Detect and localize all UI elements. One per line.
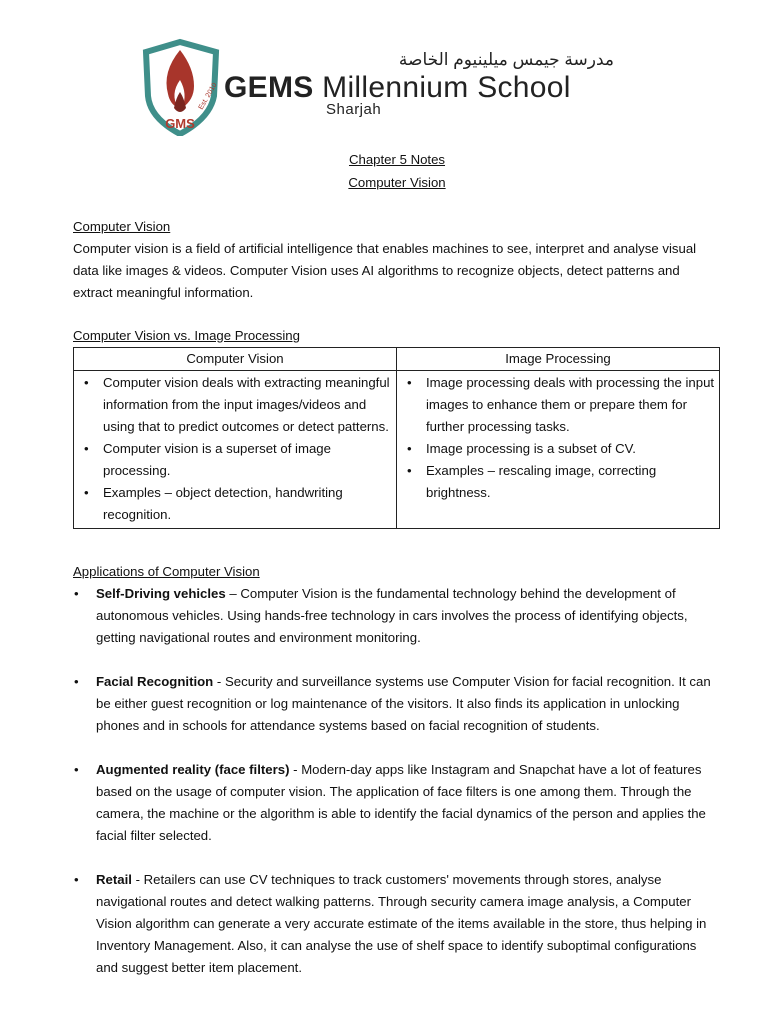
- subject-title: Computer Vision: [348, 175, 446, 190]
- intro-paragraph: Computer vision is a field of artificial intelligence that enables machines to see, interpret and analyse visual data like images & videos. Computer Vision uses AI algorithms to recognize objects, detect patterns and extract meaningful information.: [73, 241, 697, 300]
- logo-est-text: Est. 2010: [197, 81, 219, 111]
- list-item: • Computer vision deals with extracting meaningful information from the input images/videos and using that to predict outcomes or detect patterns.: [80, 372, 392, 438]
- list-item: • Examples – rescaling image, correcting brightness.: [403, 460, 715, 504]
- list-item: [73, 671, 721, 737]
- application-text: - Modern-day apps like Instagram and Snapchat have a lot of features based on the usage of computer vision. The application of face filters is one among them. Through the camera, the machine or the algorithm is able to identify the facial dynamics of the person and applies the facial filter selected.: [96, 762, 706, 843]
- school-header: [140, 38, 620, 138]
- applications-heading: Applications of Computer Vision: [73, 564, 260, 579]
- comparison-heading: Computer Vision vs. Image Processing: [73, 328, 300, 343]
- list-item: • Examples – object detection, handwriting recognition.: [80, 482, 392, 526]
- application-title: Self-Driving vehicles: [96, 586, 226, 601]
- school-name-rest: Millennium School: [313, 71, 571, 104]
- school-name-brand: GEMS: [224, 71, 314, 104]
- table-cell-ip: [397, 371, 720, 529]
- school-logo: [140, 38, 222, 136]
- list-item: [73, 869, 721, 979]
- application-title: Augmented reality (face filters): [96, 762, 290, 777]
- application-title: Facial Recognition: [96, 674, 214, 689]
- table-header-row: [74, 348, 720, 371]
- ip-points-list: [403, 372, 715, 504]
- list-item: [73, 583, 721, 649]
- comparison-table: [73, 347, 720, 529]
- list-item: • Computer vision is a superset of image processing.: [80, 438, 392, 482]
- logo-text: GMS: [165, 116, 195, 131]
- table-header-cell: Computer Vision: [74, 348, 397, 371]
- school-name-arabic: مدرسة جيمس ميلينيوم الخاصة: [398, 50, 614, 69]
- document-body: [73, 148, 721, 1001]
- applications-list: [73, 583, 721, 979]
- table-header-cell: Image Processing: [397, 348, 720, 371]
- application-title: Retail: [96, 872, 132, 887]
- list-item: • Image processing deals with processing the input images to enhance them or prepare them for further processing tasks.: [403, 372, 715, 438]
- application-text: – Computer Vision is the fundamental technology behind the development of autonomous vehicles. Using hands-free technology in cars involves the process of identifying objects, getting navigational routes and environment monitoring.: [96, 586, 688, 645]
- application-text: - Retailers can use CV techniques to track customers' movements through stores, analyse navigational routes and detect walking patterns. Through security camera image analysis, a Computer Vision algorithm can generate a very accurate estimate of the items available in the store, thus helping in Inventory Management. Also, it can analyse the use of shelf space to identify suboptimal configurations and suggest better item placement.: [96, 872, 707, 975]
- school-name: [224, 71, 571, 105]
- intro-heading: Computer Vision: [73, 219, 171, 234]
- list-item: [73, 759, 721, 847]
- application-text: - Security and surveillance systems use Computer Vision for facial recognition. It can be either guest recognition or log maintenance of the visitors. It also finds its application in unlocking phones and in schools for attendance systems based on facial recognition of students.: [96, 674, 711, 733]
- school-city: Sharjah: [326, 101, 382, 118]
- table-cell-cv: [74, 371, 397, 529]
- cv-points-list: [80, 372, 392, 526]
- list-item: • Image processing is a subset of CV.: [403, 438, 715, 460]
- table-row: [74, 371, 720, 529]
- chapter-title: Chapter 5 Notes: [348, 152, 446, 167]
